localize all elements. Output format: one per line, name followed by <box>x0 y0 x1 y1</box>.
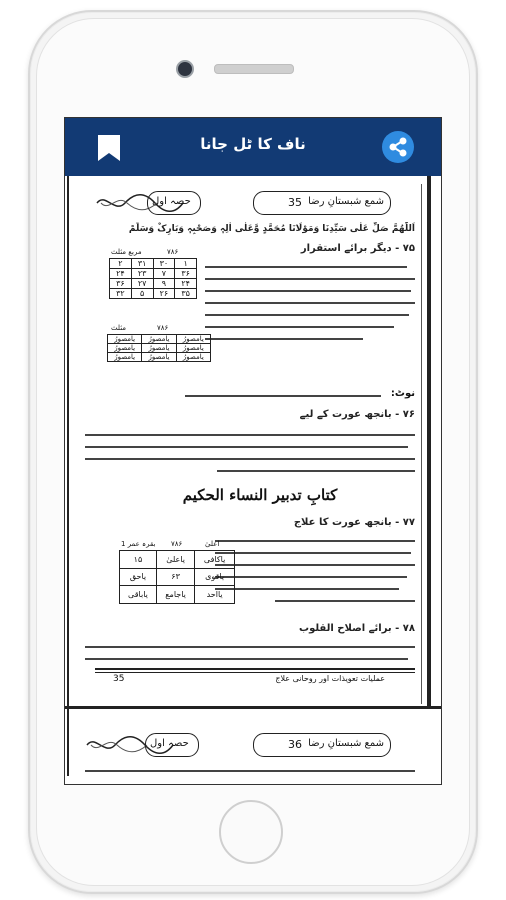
page2-header-book-title: شمع شبستانِ رضا <box>308 738 384 749</box>
page-header-ornament <box>95 190 415 216</box>
page2-header-ornament <box>85 732 415 758</box>
page-border-left <box>67 176 69 776</box>
app-screen <box>64 117 442 785</box>
body-text-block-77 <box>215 536 415 626</box>
header-book-badge <box>253 191 391 215</box>
heading-77: ۷۷ - بانجھ عورت کا علاج <box>293 517 415 528</box>
magic-square-2: یامصورُ یامصورُ یامصورُ یامصورُ یامصورُ یامصورُ یامصورُ یامصورُ یامصورُ <box>107 334 211 362</box>
page2-header-part-label: حصہ اول <box>150 738 189 749</box>
body-text-block-75 <box>205 260 415 362</box>
page2-header-page-number: 36 <box>288 738 302 751</box>
share-button[interactable] <box>382 131 414 163</box>
share-icon <box>382 131 414 163</box>
footer-book-text: عملیات تعویذات اور روحانی علاج <box>275 674 385 683</box>
page-separator <box>65 706 441 709</box>
magic-square-1: ۲ ۳۱ ۳۰ ۱ ۲۴ ۲۳ ۷ ۳۶ ۳۶ ۲۷ ۹ ۲۴ ۳۲ ۵ ۲۶ ۳۵ <box>109 258 197 299</box>
app-bar <box>65 118 441 176</box>
header-part-label: حصہ اول <box>152 196 191 207</box>
durood-line: اَللّٰھُمَّ صَلِّ عَلٰی سَیِّدِنَا وَمَوْلَانَا مُحَمَّدٍ وَّعَلٰی اٰلِہٖ وَصَحْبِہٖ وَبَارِکْ وَسَلِّمْ <box>128 224 415 234</box>
page1-footer <box>95 668 415 686</box>
footer-page-number: 35 <box>113 674 125 684</box>
header-part-badge <box>147 191 201 215</box>
page-title: ناف کا ٹل جانا <box>200 135 306 153</box>
page2-header-part-badge <box>145 733 199 757</box>
header-page-number: 35 <box>288 196 302 209</box>
heading-78: ۷۸ - برائے اصلاح القلوب <box>299 623 415 634</box>
calligraphy-title: کتابِ تدبیر النساء الحکیم <box>182 486 338 504</box>
home-button[interactable] <box>219 800 283 864</box>
body-text-block-76 <box>85 430 415 480</box>
earpiece-speaker <box>214 64 294 74</box>
page2-header-book-badge <box>253 733 391 757</box>
table-77: ۱۵ یاعلیٰ یاکافی یاحق ۶۳ یاقوی یاباقی یاجامع یااحد <box>119 550 235 604</box>
heading-76: ۷۶ - بانجھ عورت کے لیے <box>299 409 415 420</box>
scanned-page-viewer[interactable]: حصہ اول 35 شمع شبستانِ رضا اَللّٰھُمَّ صَلِّ عَلٰی سَیِّدِنَا وَمَوْلَانَا مُحَمَّدٍ وَّعَلٰی اٰلِہٖ وَصَحْبِہٖ وَبَارِکْ وَسَلِّمْ ۷۵ - دیگر برائے استقرار مربع مثلث ۷۸۶ ۲ ۳۱ ۳۰ ۱ ۲۴ ۲۳ ۷ ۳۶ ۳۶ ۲۷ ۹ ۲۴ ۳۲ ۵ ۲۶ ۳۵ مثلث ۷۸۶ یامصورُ یامصورُ یامصورُ یامصورُ یامصورُ یامصورُ یامصورُ یامصورُ یامصورُ نوٹ: ۷۶ - بانجھ عورت کے لیے کتابِ تدبیر النساء الحکیم ۷۷ - بانجھ عورت کا علاج بقرہ عمر 1 ۷۸۶ اعلیٰ ۱۵ یاعلیٰ یاکافی یاحق ۶۳ یاقوی یاباقی یاجامع یااحد ۷۸ - برائے اصلاح القلوب 35 عملیات تعویذات اور روحانی علاج حصہ اول 36 شمع شبستانِ رضا <box>65 176 441 784</box>
page2-body-text <box>85 764 415 784</box>
note-label: نوٹ: <box>390 388 415 399</box>
note-line <box>185 388 415 402</box>
front-camera <box>176 60 194 78</box>
page-border-right <box>427 176 431 706</box>
page-border-right-inner <box>421 184 422 704</box>
heading-75: ۷۵ - دیگر برائے استقرار <box>300 243 415 254</box>
header-book-title: شمع شبستانِ رضا <box>308 196 384 207</box>
